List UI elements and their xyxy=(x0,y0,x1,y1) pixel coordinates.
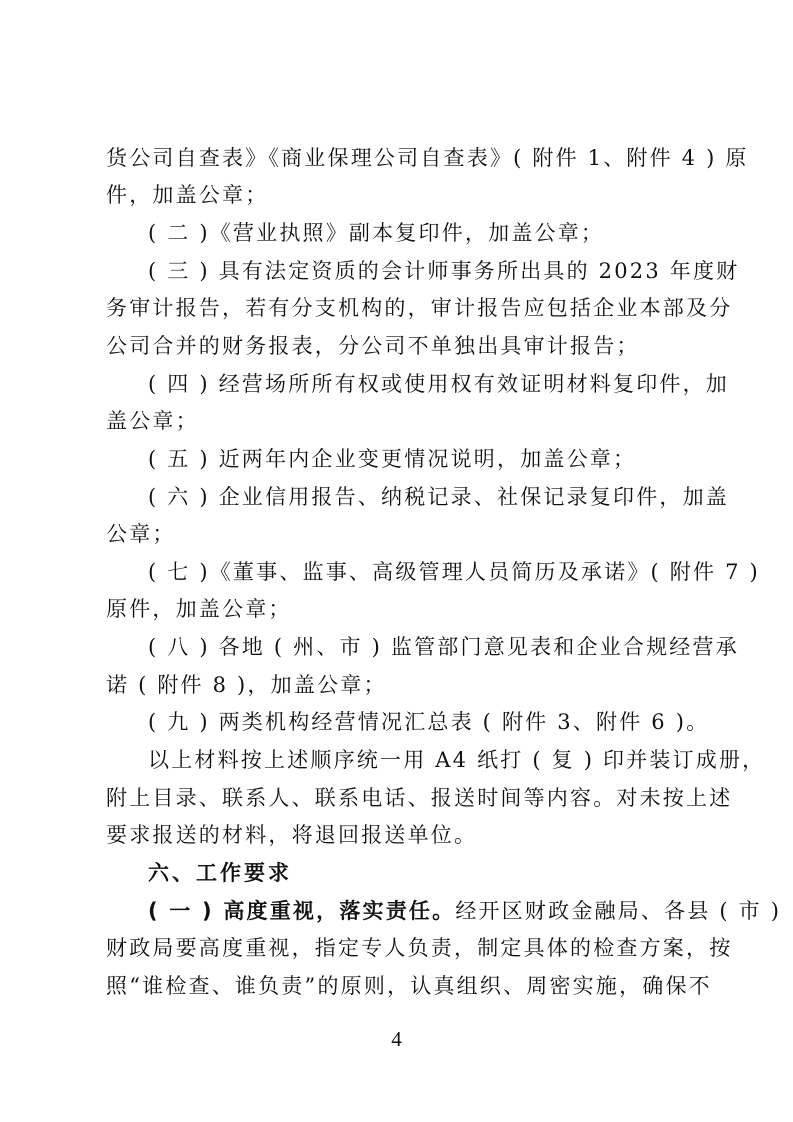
text-line: 财政局要高度重视，指定专人负责，制定具体的检查方案，按 xyxy=(106,936,733,960)
text-span: 经开区财政金融局、各县 ( 市 ) xyxy=(455,899,782,923)
text-line: ( 八 ) 各地 ( 州、市 ) 监管部门意见表和企业合规经营承 xyxy=(148,635,739,659)
text-line: ( 二 )《营业执照》副本复印件，加盖公章； xyxy=(148,221,605,245)
text-line: 货公司自查表》《商业保理公司自查表》( 附件 1、附件 4 ) 原 xyxy=(106,146,749,170)
text-line: 以上材料按上述顺序统一用 A4 纸打 ( 复 ) 印并装订成册， xyxy=(148,748,766,772)
text-line: 照“谁检查、谁负责”的原则，认真组织、周密实施，确保不 xyxy=(106,974,712,998)
text-line: ( 七 )《董事、监事、高级管理人员简历及承诺》( 附件 7 ) xyxy=(148,560,760,584)
text-line: ( 六 ) 企业信用报告、纳税记录、社保记录复印件，加盖 xyxy=(148,485,730,509)
section-heading: 六、工作要求 xyxy=(148,861,292,885)
bold-lead: ( 一 ) 高度重视，落实责任。 xyxy=(148,899,456,923)
text-line: 要求报送的材料，将退回报送单位。 xyxy=(106,823,478,847)
text-line: ( 五 ) 近两年内企业变更情况说明，加盖公章； xyxy=(148,447,637,471)
text-line: ( 九 ) 两类机构经营情况汇总表 ( 附件 3、附件 6 )。 xyxy=(148,710,710,734)
text-line: 件，加盖公章； xyxy=(106,183,269,207)
text-line: 公司合并的财务报表，分公司不单独出具审计报告； xyxy=(106,334,640,358)
text-line: 公章； xyxy=(106,522,176,546)
text-line: 诺 ( 附件 8 )，加盖公章； xyxy=(106,673,387,697)
text-line: 盖公章； xyxy=(106,409,199,433)
text-line: 原件，加盖公章； xyxy=(106,597,292,621)
text-line: ( 四 ) 经营场所所有权或使用权有效证明材料复印件，加 xyxy=(148,372,730,396)
text-line: 附上目录、联系人、联系电话、报送时间等内容。对未按上述 xyxy=(106,786,733,810)
text-line: 务审计报告，若有分支机构的，审计报告应包括企业本部及分 xyxy=(106,296,733,320)
text-line: ( 三 ) 具有法定资质的会计师事务所出具的 2023 年度财 xyxy=(148,259,740,283)
page-number: 4 xyxy=(391,1027,402,1051)
text-line xyxy=(148,896,782,926)
